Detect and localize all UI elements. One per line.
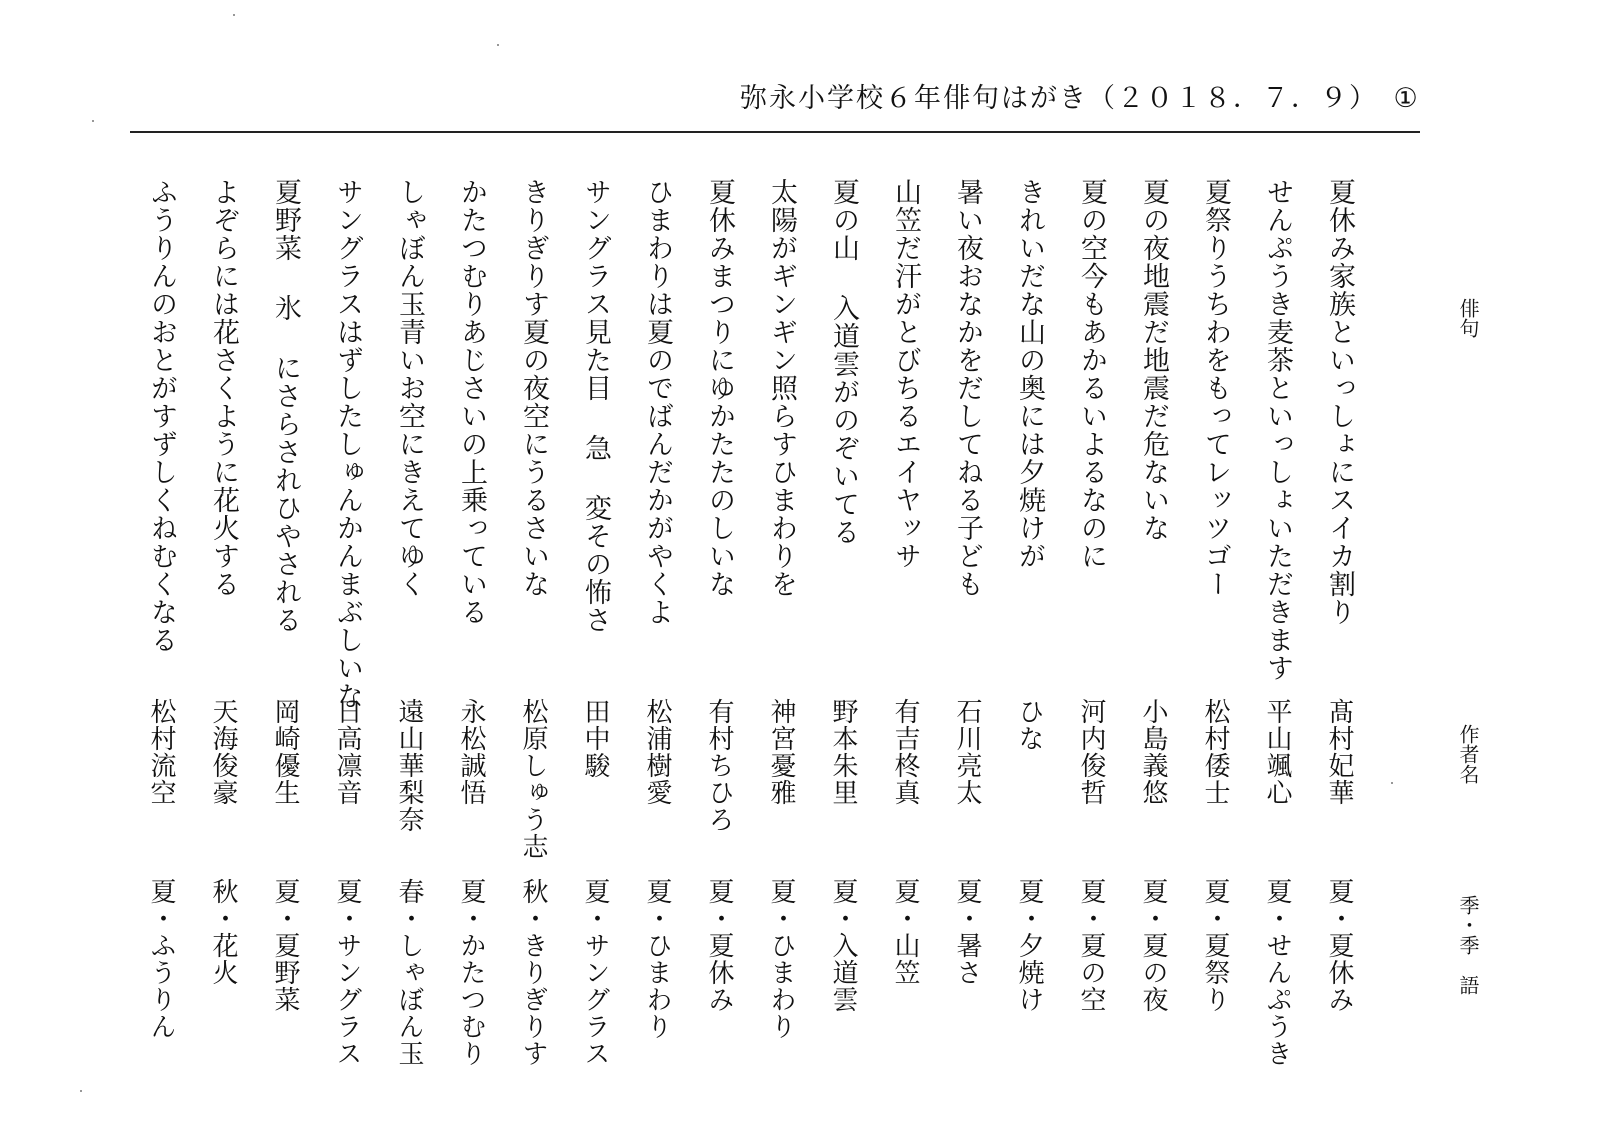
author-name: 松村流空	[146, 698, 176, 806]
season-word: 秋・花火	[208, 878, 238, 986]
haiku-text: ふうりんのおとがすずしくねむくなる	[146, 178, 177, 654]
author-name: 有村ちひろ	[704, 698, 734, 833]
author-name: 永松誠悟	[456, 698, 486, 806]
haiku-entry	[392, 150, 432, 1090]
season-word: 夏・夏祭り	[1200, 878, 1230, 1013]
season-word: 夏・ひまわり	[642, 878, 672, 1040]
haiku-text: サングラスはずしたしゅんかんまぶしいな	[332, 178, 363, 710]
haiku-text: きりぎりす夏の夜空にうるさいな	[518, 178, 549, 598]
haiku-entry	[578, 150, 618, 1090]
author-name: 平山颯心	[1262, 698, 1292, 806]
season-word: 夏・せんぷうき	[1262, 878, 1292, 1067]
haiku-entry	[1074, 150, 1114, 1090]
season-word: 夏・夏の夜	[1138, 878, 1168, 1013]
haiku-text: 夏休みまつりにゆかたたのしいな	[704, 178, 735, 598]
scan-speck	[80, 1090, 82, 1092]
haiku-text: サングラス見た目 急 変その怖さ	[580, 178, 611, 634]
haiku-text: 暑い夜おなかをだしてねる子ども	[952, 178, 983, 598]
haiku-text: 太陽がギンギン照らすひまわりを	[766, 178, 797, 598]
haiku-entry	[1322, 150, 1362, 1090]
haiku-text: 夏の夜地震だ地震だ危ないな	[1138, 178, 1169, 542]
haiku-text: 夏の空今もあかるいよるなのに	[1076, 178, 1107, 570]
author-name: 神宮憂雅	[766, 698, 796, 806]
haiku-entry	[268, 150, 308, 1090]
season-word: 夏・夕焼け	[1014, 878, 1044, 1013]
haiku-entry	[206, 150, 246, 1090]
author-name: 遠山華梨奈	[394, 698, 424, 833]
author-name: 野本朱里	[828, 698, 858, 806]
haiku-entry	[640, 150, 680, 1090]
haiku-entry	[330, 150, 370, 1090]
season-word: 夏・サングラス	[580, 878, 610, 1067]
season-word: 夏・夏野菜	[270, 878, 300, 1013]
scan-speck	[1391, 782, 1393, 784]
haiku-entry	[1136, 150, 1176, 1090]
season-word: 夏・かたつむり	[456, 878, 486, 1067]
haiku-entry	[888, 150, 928, 1090]
page-title: 弥永小学校６年俳句はがき（２０１８．７．９） ①	[740, 83, 1420, 114]
season-word: 夏・夏休み	[704, 878, 734, 1013]
haiku-entry	[516, 150, 556, 1090]
haiku-column-header: 俳句	[1456, 298, 1480, 338]
haiku-text: 夏の山 入道雲がのぞいてる	[828, 178, 859, 546]
author-name: 日高凛音	[332, 698, 362, 806]
season-word: 夏・ひまわり	[766, 878, 796, 1040]
haiku-entry	[1198, 150, 1238, 1090]
author-name: 松浦樹愛	[642, 698, 672, 806]
season-word: 夏・入道雲	[828, 878, 858, 1013]
haiku-entry	[826, 150, 866, 1090]
haiku-entry	[950, 150, 990, 1090]
scan-speck	[92, 120, 94, 122]
season-word: 夏・サングラス	[332, 878, 362, 1067]
haiku-text: かたつむりあじさいの上乗っている	[456, 178, 487, 626]
author-name: 小島義悠	[1138, 698, 1168, 806]
season-word: 秋・きりぎりす	[518, 878, 548, 1067]
season-word: 夏・山笠	[890, 878, 920, 986]
haiku-text: よぞらには花さくように花火する	[208, 178, 239, 598]
haiku-entry	[1260, 150, 1300, 1090]
author-name: 河内俊哲	[1076, 698, 1106, 806]
haiku-text: きれいだな山の奥には夕焼けが	[1014, 178, 1045, 570]
season-word: 夏・夏の空	[1076, 878, 1106, 1013]
header-rule	[130, 131, 1420, 133]
season-word: 春・しゃぼん玉	[394, 878, 424, 1067]
scan-speck	[233, 14, 235, 16]
scan-speck	[497, 44, 499, 46]
author-name: 石川亮太	[952, 698, 982, 806]
season-word: 夏・暑さ	[952, 878, 982, 986]
haiku-entry	[702, 150, 742, 1090]
haiku-text: ひまわりは夏のでばんだかがやくよ	[642, 178, 673, 626]
author-name: 髙村妃華	[1324, 698, 1354, 806]
author-name: 田中駿	[580, 698, 610, 779]
author-name: 有吉柊真	[890, 698, 920, 806]
haiku-text: 夏祭りうちわをもってレッツゴー	[1200, 178, 1231, 598]
haiku-text: 夏休み家族といっしょにスイカ割り	[1324, 178, 1355, 626]
haiku-entry	[1012, 150, 1052, 1090]
haiku-text: せんぷうき麦茶といっしょいただきます	[1262, 178, 1293, 682]
author-name: 岡崎優生	[270, 698, 300, 806]
author-column-header: 作者名	[1456, 724, 1480, 784]
season-word: 夏・夏休み	[1324, 878, 1354, 1013]
haiku-entry	[454, 150, 494, 1090]
haiku-entry	[764, 150, 804, 1090]
author-name: 天海俊豪	[208, 698, 238, 806]
haiku-text: 山笠だ汗がとびちるエイヤッサ	[890, 178, 921, 570]
author-name: 松原しゅう志	[518, 698, 548, 860]
author-name: 松村倭士	[1200, 698, 1230, 806]
haiku-entry	[144, 150, 184, 1090]
haiku-text: しゃぼん玉青いお空にきえてゆく	[394, 178, 425, 598]
author-name: ひな	[1014, 698, 1044, 752]
haiku-text: 夏野菜 氷 にさらされひやされる	[270, 178, 301, 634]
season-word: 夏・ふうりん	[146, 878, 176, 1040]
season-column-header: 季・季 語	[1456, 895, 1480, 995]
